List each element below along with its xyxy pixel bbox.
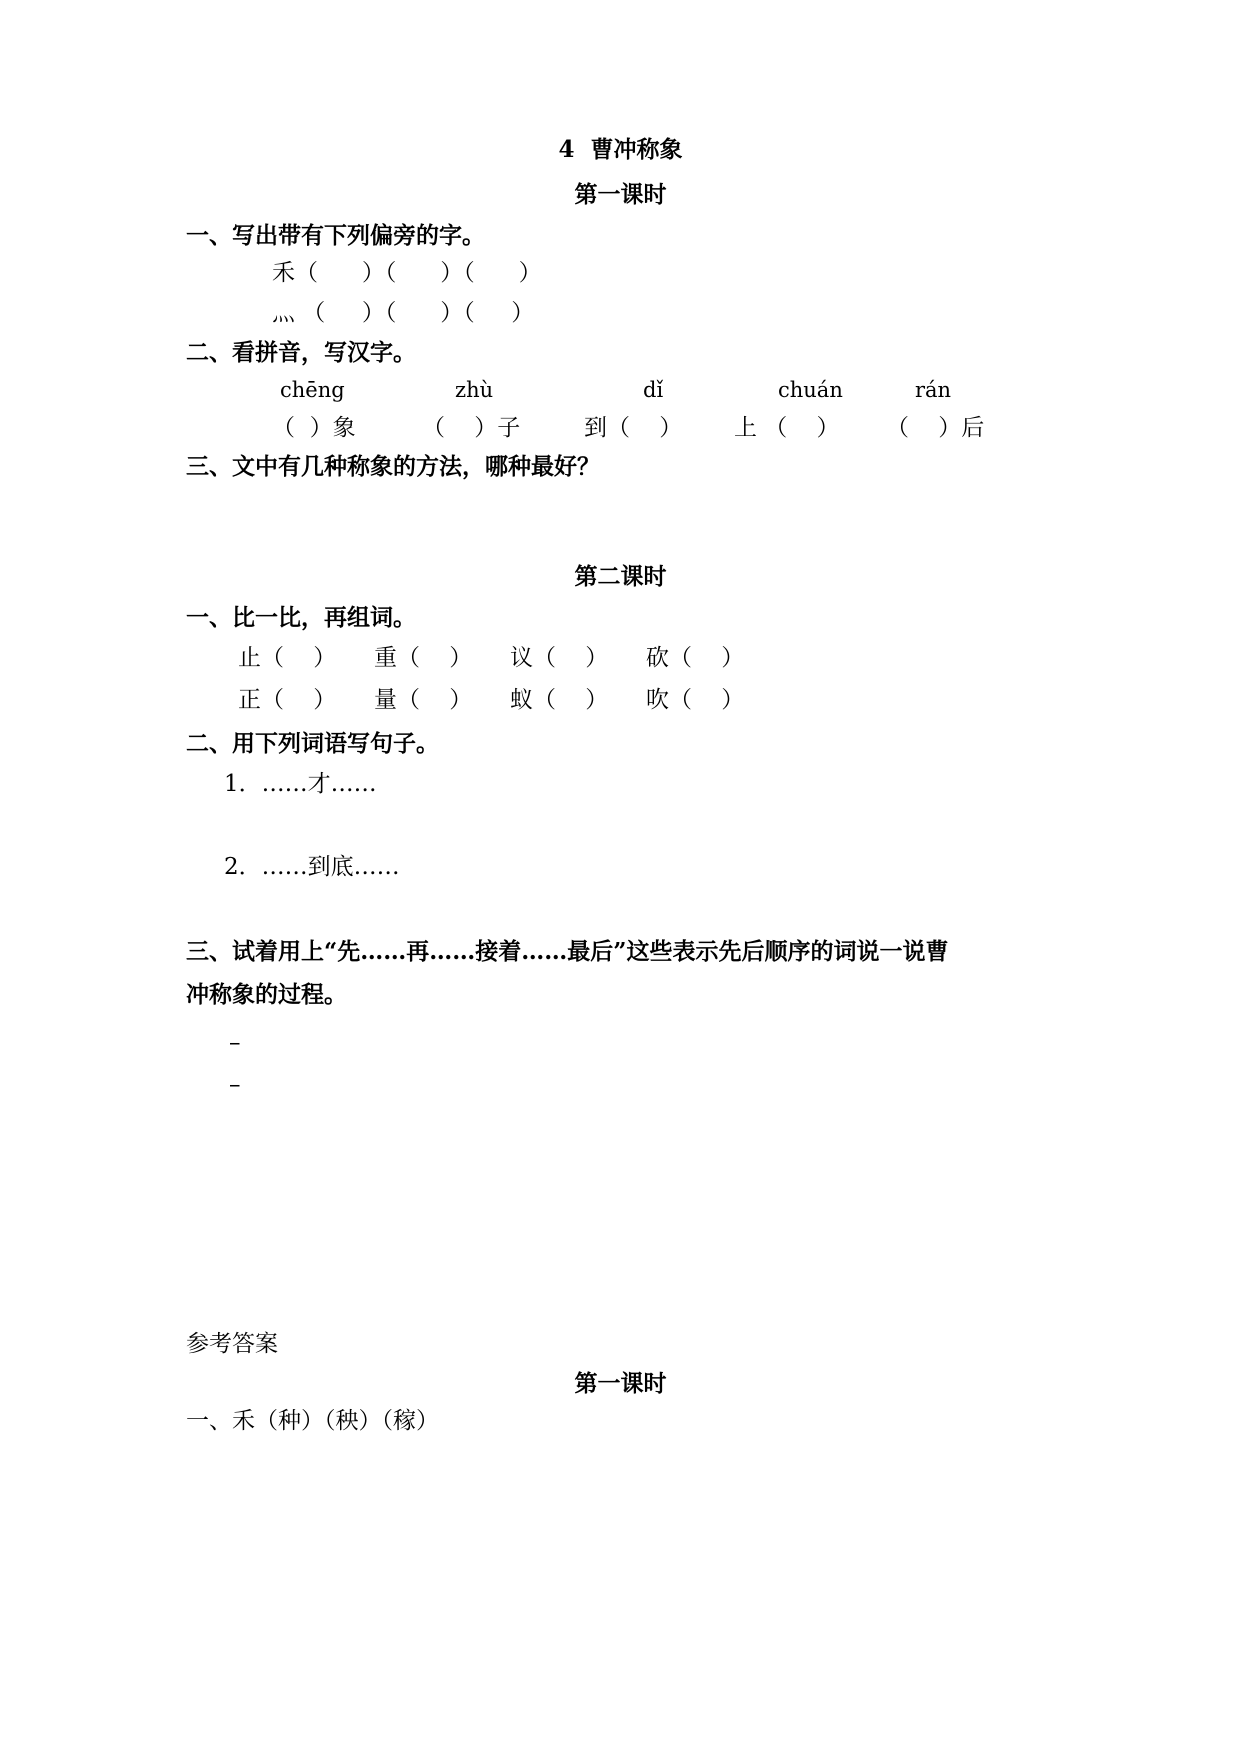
compare-7: 蚁（ ）: [510, 687, 609, 713]
dash-1: –: [229, 1030, 241, 1056]
lesson2-q3-line2: 冲称象的过程。: [186, 981, 347, 1008]
pinyin-5: rán: [915, 378, 952, 402]
dash-2: –: [229, 1072, 241, 1098]
compare-4: 砍（ ）: [646, 645, 745, 671]
compare-1: 止（ ）: [238, 645, 337, 671]
lesson1-q1-row-2: 灬 （ ）（ ）（ ）: [272, 300, 535, 326]
answer-1: 一、禾（种）（秧）（稼）: [186, 1408, 439, 1434]
compare-6: 量（ ）: [374, 687, 473, 713]
lesson2-q3-line1: 三、试着用上“先……再……接着……最后”这些表示先后顺序的词说一说曹: [186, 938, 949, 965]
pinyin-1: chēng: [280, 378, 345, 402]
blank-4: 上 （ ）: [734, 415, 840, 441]
lesson2-heading: 第二课时: [574, 563, 667, 590]
lesson1-q2-label: 二、看拼音，写汉字。: [186, 339, 416, 366]
lesson2-q2-label: 二、用下列词语写句子。: [186, 730, 439, 757]
answers-lesson1-heading: 第一课时: [574, 1370, 667, 1397]
sentence-item-1: 1．……才……: [224, 771, 377, 797]
compare-8: 吹（ ）: [646, 687, 745, 713]
lesson1-q1-label: 一、写出带有下列偏旁的字。: [186, 222, 485, 249]
sentence-item-2: 2．……到底……: [224, 854, 400, 880]
compare-2: 重（ ）: [374, 645, 473, 671]
lesson1-heading: 第一课时: [574, 181, 667, 208]
pinyin-3: dǐ: [643, 378, 664, 402]
answers-heading: 参考答案: [186, 1331, 278, 1357]
pinyin-2: zhù: [455, 378, 494, 402]
lesson2-q1-label: 一、比一比，再组词。: [186, 604, 416, 631]
compare-3: 议（ ）: [510, 645, 609, 671]
page-title: 4 曹冲称象: [558, 136, 683, 163]
blank-2: （ ）子: [422, 415, 521, 441]
compare-5: 正（ ）: [238, 687, 337, 713]
lesson1-q3-label: 三、文中有几种称象的方法，哪种最好？: [186, 453, 600, 480]
blank-1: （ ）象: [272, 415, 356, 441]
blank-5: （ ）后: [886, 415, 985, 441]
lesson1-q1-row-1: 禾（ ）（ ）（ ）: [272, 260, 542, 286]
blank-3: 到（ ）: [584, 415, 683, 441]
pinyin-4: chuán: [778, 378, 843, 402]
